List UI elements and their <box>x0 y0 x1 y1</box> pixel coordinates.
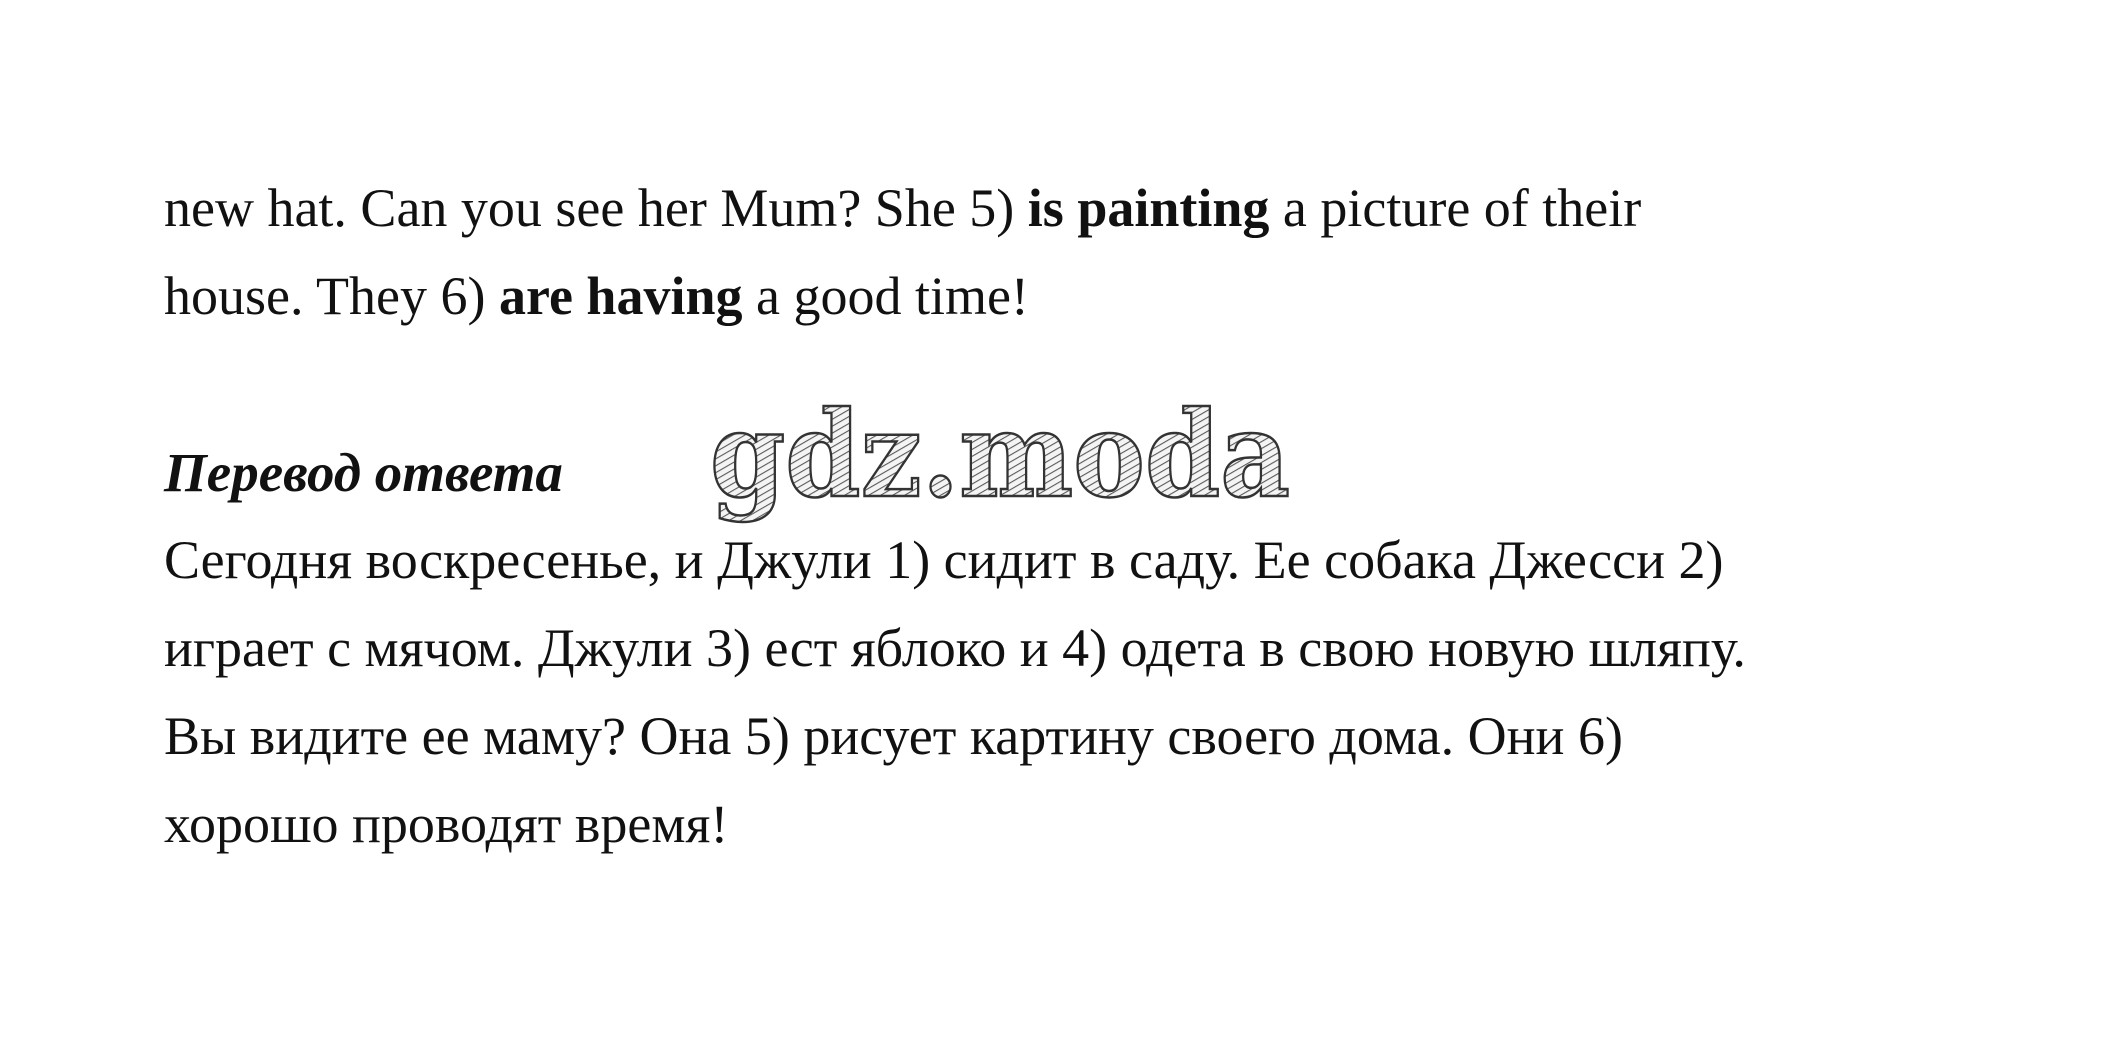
translation-heading: Перевод ответа <box>164 442 563 503</box>
translation-line-3: Вы видите ее маму? Она 5) рисует картину своего дома. Они 6) <box>164 706 1623 766</box>
watermark-graphic <box>700 398 1300 538</box>
english-answer-line-2 <box>164 266 1029 326</box>
translation-line-4: хорошо проводят время! <box>164 794 729 854</box>
answer-verb-6: are having <box>498 266 743 326</box>
watermark-text: gdz.moda <box>710 398 1290 524</box>
answer-verb-5: is painting <box>1027 178 1270 238</box>
watermark-logo <box>700 398 1300 538</box>
translation-line-2: играет с мячом. Джули 3) ест яблоко и 4) одета в свою новую шляпу. <box>164 618 1746 678</box>
english-text: a picture of their <box>1269 178 1642 238</box>
english-text: a good time! <box>742 266 1029 326</box>
translation-line-1: Сегодня воскресенье, и Джули 1) сидит в саду. Ее собака Джесси 2) <box>164 530 1724 590</box>
english-text: new hat. Can you see her Mum? She 5) <box>164 178 1028 238</box>
english-text: house. They 6) <box>164 266 499 326</box>
english-answer-line-1 <box>164 178 1641 238</box>
